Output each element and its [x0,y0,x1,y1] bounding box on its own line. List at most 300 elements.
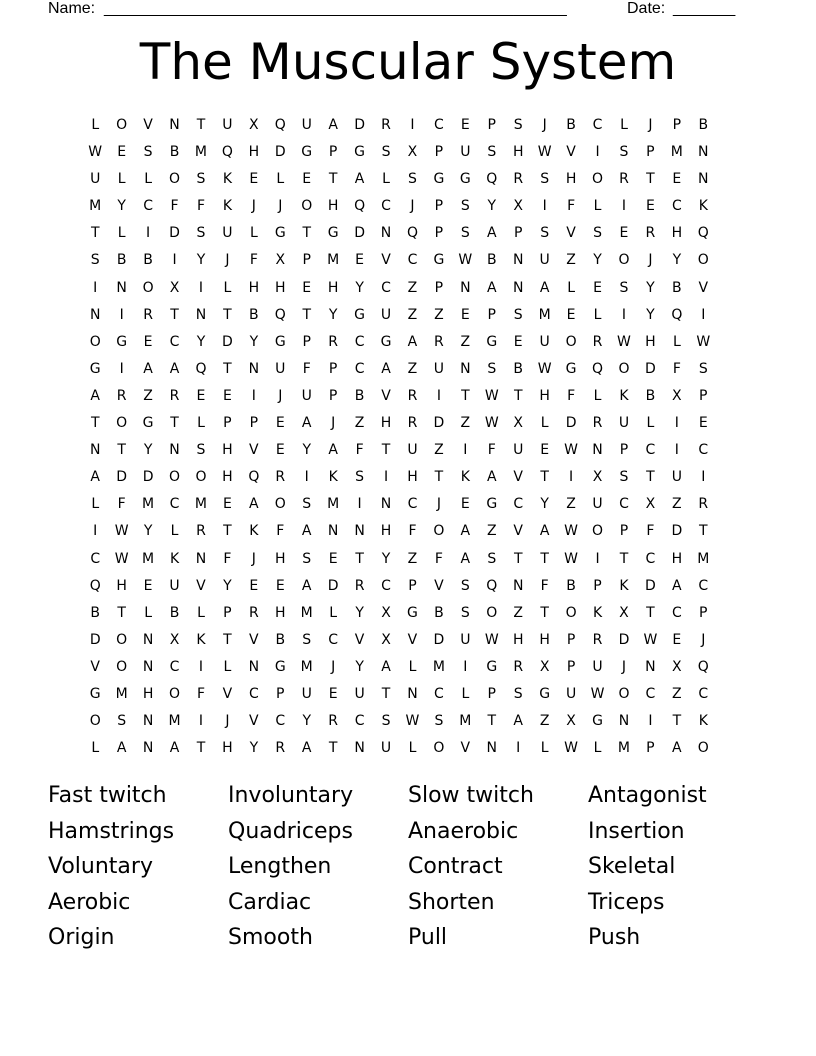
grid-letter: Q [274,306,286,323]
grid-letter: A [90,387,100,404]
grid-letter: H [539,631,550,648]
grid-letter: E [143,577,153,594]
grid-letter: R [248,604,259,621]
grid-letter: P [619,442,629,459]
grid-letter: H [380,415,392,432]
grid-letter: P [328,387,338,404]
grid-letter: G [565,360,577,377]
grid-letter: N [460,360,471,377]
grid-letter: P [302,252,311,269]
grid-letter: W [458,252,473,269]
grid-letter: D [618,631,630,648]
grid-letter: C [434,685,444,702]
grid-letter: E [222,496,232,513]
grid-letter: S [460,604,470,621]
grid-letter: U [407,442,418,459]
grid-letter: F [223,550,232,567]
grid-letter: J [542,117,547,133]
grid-letter: X [169,279,180,296]
grid-letter: U [90,171,101,188]
word-list-item: Triceps [588,889,665,915]
grid-letter: Z [407,550,418,567]
grid-letter: D [354,225,365,242]
grid-letter: H [380,523,392,540]
grid-letter: T [646,604,655,621]
word-bank [48,780,768,958]
grid-letter: I [701,306,706,323]
grid-letter: Z [566,496,576,513]
grid-letter: G [459,171,471,188]
grid-letter: Y [302,442,311,459]
word-list-item: Slow twitch [408,783,534,808]
grid-letter: U [433,360,445,377]
grid-letter: X [619,604,629,621]
grid-letter: Z [672,685,682,702]
grid-letter: I [595,550,600,567]
grid-letter: A [539,523,550,540]
grid-letter: W [484,387,499,404]
grid-letter: F [249,252,258,269]
grid-letter: L [117,225,126,242]
grid-letter: G [327,225,339,242]
grid-letter: D [645,577,656,594]
grid-letter: R [592,415,603,432]
grid-letter: G [354,306,366,323]
grid-letter: G [274,333,286,350]
grid-letter: P [593,577,602,594]
grid-letter: W [564,550,579,567]
grid-letter: D [433,415,445,432]
grid-letter: I [119,360,124,377]
grid-letter: H [539,387,550,404]
grid-letter: E [328,550,338,567]
grid-letter: A [301,415,312,432]
grid-letter: P [487,685,496,702]
grid-letter: C [671,604,682,621]
grid-letter: V [90,658,100,675]
grid-letter: J [648,117,653,133]
grid-letter: Y [355,279,364,296]
grid-letter: E [672,631,682,648]
grid-letter: F [196,198,205,215]
grid-letter: A [672,577,682,594]
grid-letter: M [670,144,683,161]
grid-letter: C [169,658,180,675]
grid-letter: D [671,523,683,540]
grid-letter: P [513,225,523,242]
grid-letter: S [460,225,470,242]
grid-letter: L [593,387,602,404]
grid-letter: I [357,496,362,513]
grid-letter: R [328,333,339,350]
grid-letter: C [169,496,180,513]
grid-letter: R [275,469,286,486]
grid-letter: T [381,442,391,459]
grid-letter: Z [672,496,682,513]
grid-letter: J [331,658,336,675]
grid-letter: P [699,387,708,404]
grid-letter: X [672,387,682,404]
grid-letter: M [327,252,340,269]
grid-letter: A [486,225,497,242]
grid-letter: N [142,631,154,648]
grid-letter: U [618,415,630,432]
grid-letter: M [89,198,102,215]
grid-letter: L [408,658,417,675]
grid-letter: L [567,279,575,296]
grid-letter: T [117,442,126,459]
grid-letter: T [90,225,100,242]
grid-letter: P [566,658,576,675]
grid-letter: O [274,496,286,513]
grid-letter: P [223,604,232,621]
grid-letter: P [328,360,338,377]
grid-letter: I [119,306,124,323]
grid-letter: F [408,523,417,540]
grid-letter: N [618,713,630,730]
word-list-item: Pull [408,925,448,951]
grid-letter: P [434,198,444,215]
grid-letter: W [114,550,129,567]
grid-letter: E [275,577,285,594]
grid-letter: E [275,415,285,432]
grid-letter: B [169,604,180,621]
grid-letter: T [328,740,338,757]
grid-letter: I [463,442,468,459]
grid-letter: N [698,171,709,188]
grid-letter: P [328,144,338,161]
grid-letter: K [698,198,708,215]
grid-letter: Z [407,306,418,323]
grid-letter: I [198,658,204,675]
grid-letter: Y [593,252,602,269]
grid-letter: I [410,117,415,133]
grid-letter: T [699,523,708,540]
word-list-item: Push [588,925,641,951]
grid-letter: S [302,496,312,513]
grid-letter: J [251,550,256,567]
grid-letter: T [302,225,311,242]
grid-letter: O [142,279,154,296]
grid-letter: O [618,360,630,377]
grid-letter: T [196,117,206,133]
grid-letter: U [460,631,471,648]
grid-letter: S [487,360,497,377]
grid-letter: K [249,523,259,540]
grid-letter: S [619,279,629,296]
grid-letter: R [381,117,391,133]
grid-letter: V [143,117,153,133]
grid-letter: R [196,523,206,540]
page-title: The Muscular System [139,33,677,91]
grid-letter: K [196,631,206,648]
grid-letter: C [619,496,629,513]
grid-letter: G [274,658,286,675]
grid-letter: U [275,360,286,377]
grid-letter: Z [460,415,471,432]
grid-letter: M [617,740,631,757]
grid-letter: N [512,252,524,269]
grid-letter: N [169,442,180,459]
grid-letter: L [329,604,338,621]
word-list-item: Lengthen [228,854,332,880]
grid-letter: K [328,469,338,486]
grid-letter: X [672,658,682,675]
grid-letter: B [486,252,497,269]
grid-letter: H [512,631,524,648]
grid-letter: Q [354,198,366,215]
grid-letter: U [354,685,365,702]
name-blank-line: ____________________________________________________ [104,0,567,17]
grid-letter: L [540,415,549,432]
grid-letter: C [407,252,418,269]
grid-letter: O [565,604,577,621]
grid-letter: E [460,117,470,133]
grid-letter: Z [143,387,153,404]
grid-letter: O [116,658,128,675]
grid-letter: W [114,523,129,540]
grid-letter: T [117,604,126,621]
grid-letter: R [513,171,524,188]
word-list-item: Quadriceps [228,818,353,844]
grid-letter: W [564,523,579,540]
grid-letter: B [143,252,153,269]
grid-letter: Y [487,198,497,215]
grid-letter: L [408,740,417,757]
grid-letter: O [592,171,604,188]
grid-letter: S [487,144,497,161]
grid-letter: M [115,685,128,702]
grid-letter: V [381,252,391,269]
grid-letter: W [405,713,420,730]
grid-letter: O [618,252,630,269]
grid-letter: S [408,171,417,188]
grid-letter: C [275,713,286,730]
grid-letter: D [116,469,128,486]
grid-letter: M [432,658,445,675]
grid-letter: I [463,658,468,675]
grid-letter: R [407,415,418,432]
grid-letter: U [380,306,392,323]
grid-letter: N [512,577,524,594]
grid-letter: Z [434,306,444,323]
grid-letter: D [274,144,286,161]
grid-letter: P [646,740,655,757]
grid-letter: I [198,713,204,730]
grid-letter: D [327,577,339,594]
grid-letter: L [223,279,232,296]
grid-letter: O [565,333,577,350]
grid-letter: B [434,604,444,621]
grid-letter: R [592,333,603,350]
grid-letter: L [540,740,549,757]
grid-letter: V [354,631,365,648]
grid-letter: X [513,415,524,432]
grid-letter: I [516,740,521,757]
grid-letter: C [645,550,656,567]
grid-letter: Q [486,577,498,594]
grid-letter: V [222,685,233,702]
grid-letter: O [697,740,709,757]
grid-letter: X [645,496,656,513]
grid-letter: O [169,171,181,188]
grid-letter: G [539,685,551,702]
grid-letter: Q [221,144,233,161]
grid-letter: C [381,279,391,296]
grid-letter: T [513,387,523,404]
grid-letter: M [327,496,340,513]
word-list-item: Voluntary [48,854,153,880]
grid-letter: Z [566,252,576,269]
grid-letter: Z [354,415,365,432]
grid-letter: B [513,360,524,377]
grid-letter: U [222,225,233,242]
grid-letter: T [223,360,232,377]
grid-letter: H [275,279,286,296]
grid-letter: L [593,306,602,323]
grid-letter: A [460,523,471,540]
grid-letter: H [222,469,233,486]
grid-letter: P [699,604,708,621]
grid-letter: T [672,713,682,730]
grid-letter: X [169,631,180,648]
grid-letter: V [381,387,391,404]
grid-letter: U [592,658,603,675]
grid-letter: T [646,171,655,188]
grid-letter: U [671,469,682,486]
grid-letter: N [169,117,180,133]
grid-letter: F [567,198,576,215]
grid-letter: E [275,442,285,459]
grid-letter: U [539,252,550,269]
grid-letter: J [331,415,336,432]
grid-letter: Y [646,306,655,323]
grid-letter: D [565,415,577,432]
grid-letter: A [486,469,497,486]
grid-letter: L [672,333,681,350]
grid-letter: Y [672,252,682,269]
grid-letter: L [593,740,602,757]
grid-letter: M [300,658,313,675]
word-list-item: Aerobic [48,889,131,915]
grid-letter: O [486,604,498,621]
grid-letter: B [566,117,576,133]
grid-letter: G [89,685,101,702]
grid-letter: A [301,740,312,757]
grid-letter: T [196,740,206,757]
grid-letter: T [223,523,232,540]
grid-letter: H [645,333,656,350]
grid-letter: C [90,550,101,567]
grid-letter: I [595,144,600,161]
grid-letter: Q [697,225,709,242]
grid-letter: L [117,171,126,188]
grid-letter: L [646,415,655,432]
grid-letter: S [196,171,206,188]
grid-letter: H [248,144,260,161]
grid-letter: Y [302,713,311,730]
grid-letter: L [276,171,285,188]
grid-letter: O [697,252,709,269]
grid-letter: O [89,333,101,350]
grid-letter: E [645,198,655,215]
grid-letter: L [461,685,470,702]
grid-letter: S [302,550,312,567]
grid-letter: A [143,360,153,377]
grid-letter: K [222,171,232,188]
grid-letter: G [142,415,154,432]
grid-letter: I [146,225,151,242]
grid-letter: B [698,117,709,133]
grid-letter: Z [460,333,471,350]
grid-letter: W [696,333,711,350]
grid-letter: L [144,604,152,621]
grid-letter: J [225,713,230,730]
grid-letter: U [301,387,312,404]
word-list-item: Involuntary [228,783,354,808]
grid-letter: D [89,631,101,648]
grid-letter: T [223,306,232,323]
grid-letter: A [460,550,471,567]
grid-letter: Y [355,658,364,675]
grid-letter: V [698,279,709,296]
grid-letter: K [619,577,629,594]
grid-letter: N [327,523,339,540]
grid-letter: E [143,333,153,350]
grid-letter: D [169,225,180,242]
grid-letter: K [698,713,708,730]
grid-letter: C [698,685,709,702]
word-list-item: Smooth [228,925,313,951]
grid-letter: M [459,713,472,730]
grid-letter: T [381,685,391,702]
grid-letter: B [672,279,682,296]
grid-letter: A [381,360,391,377]
grid-letter: P [434,144,444,161]
grid-letter: S [434,713,444,730]
grid-letter: F [276,523,285,540]
grid-letter: T [540,604,549,621]
grid-letter: N [460,279,471,296]
grid-letter: F [170,198,179,215]
grid-letter: H [327,279,339,296]
grid-letter: B [90,604,101,621]
grid-letter: G [486,333,498,350]
grid-letter: S [460,198,470,215]
grid-letter: O [116,415,128,432]
grid-letter: W [484,415,499,432]
grid-letter: H [275,604,286,621]
grid-letter: X [249,117,259,133]
grid-letter: R [434,333,444,350]
grid-letter: J [621,658,627,675]
grid-letter: S [698,360,708,377]
grid-letter: O [618,685,630,702]
name-label: Name: [48,0,96,17]
grid-letter: G [486,658,498,675]
grid-letter: N [89,306,101,323]
grid-letter: Z [539,713,550,730]
grid-letter: C [354,360,365,377]
grid-letter: V [434,577,444,594]
grid-letter: G [301,144,313,161]
grid-letter: N [248,658,260,675]
grid-letter: A [301,523,312,540]
grid-letter: M [168,713,181,730]
header-line [48,0,748,20]
grid-letter: S [619,469,629,486]
grid-letter: U [222,117,233,133]
